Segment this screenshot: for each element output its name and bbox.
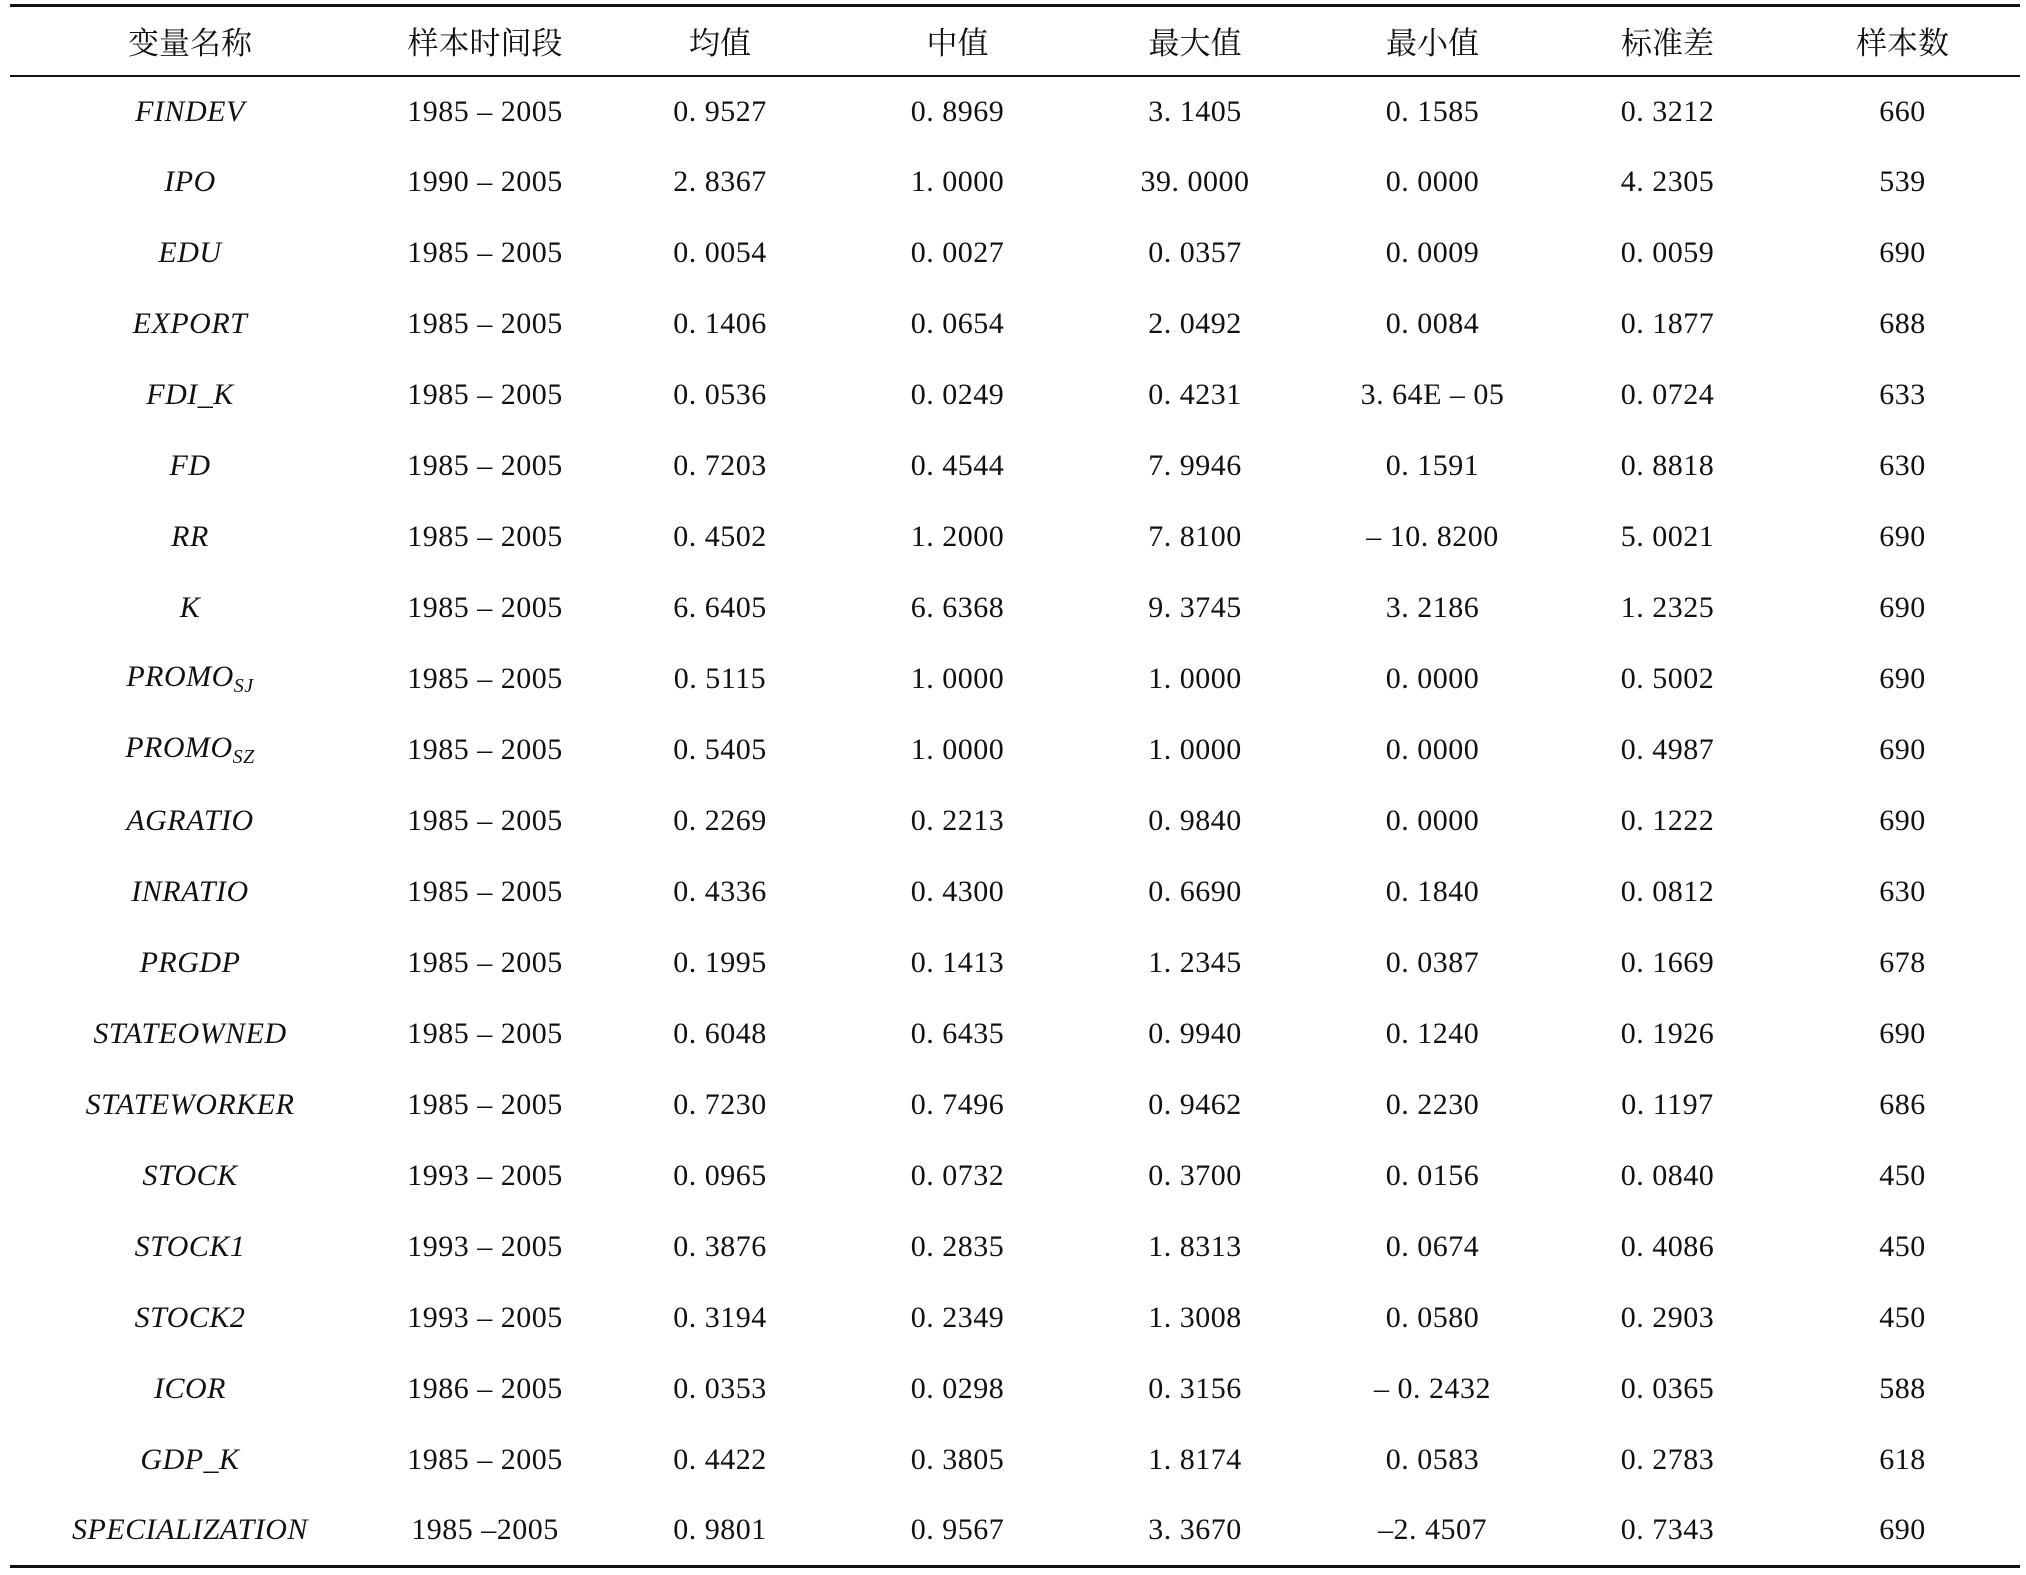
cell-sample-count: 618 <box>1879 1443 1926 1476</box>
cell-variable-name <box>10 502 370 573</box>
cell-variable-name <box>10 999 370 1070</box>
cell-sample-count: 630 <box>1879 449 1926 482</box>
cell-median: 0. 0249 <box>910 378 1005 411</box>
cell-sample-period: 1985 – 2005 <box>407 307 563 340</box>
cell-std-dev: 0. 2903 <box>1620 1301 1715 1334</box>
variable-name-text: IPO <box>164 165 216 198</box>
cell-sample-period: 1985 – 2005 <box>407 591 563 624</box>
cell-sample-count: 690 <box>1879 662 1926 695</box>
variable-name-text: K <box>179 591 201 624</box>
cell-min: 0. 0000 <box>1385 662 1480 695</box>
cell-sample-count: 539 <box>1879 165 1926 198</box>
cell-median: 0. 6435 <box>910 1017 1005 1050</box>
cell-variable-name <box>10 431 370 502</box>
cell-max: 3. 3670 <box>1075 1496 1315 1567</box>
cell-median: 1. 0000 <box>910 165 1005 198</box>
cell-max: 0. 4231 <box>1148 378 1242 411</box>
variable-name-text: STOCK2 <box>134 1301 246 1334</box>
cell-max: 1. 2345 <box>1148 946 1242 979</box>
cell-max: 0. 9462 <box>1148 1088 1242 1121</box>
table-row <box>10 218 2020 289</box>
cell-std-dev: 0. 8818 <box>1620 449 1715 482</box>
cell-max: 0. 0357 <box>1148 236 1242 269</box>
cell-sample-period: 1986 – 2005 <box>407 1372 563 1405</box>
cell-sample-count: 450 <box>1879 1159 1926 1192</box>
cell-min: 0. 0000 <box>1385 804 1480 837</box>
table-row <box>10 1212 2020 1283</box>
table-row <box>10 857 2020 928</box>
cell-variable-name <box>10 1496 370 1567</box>
cell-sample-count: 690 <box>1879 236 1926 269</box>
cell-std-dev: 5. 0021 <box>1620 520 1715 553</box>
cell-std-dev: 0. 3212 <box>1620 94 1715 128</box>
cell-sample-period: 1985 – 2005 <box>407 236 563 269</box>
cell-min: 0. 0000 <box>1385 733 1480 766</box>
header-median: 中值 <box>840 6 1075 76</box>
variable-name-subscript: SZ <box>232 746 255 768</box>
cell-sample-period: 1990 – 2005 <box>407 165 563 198</box>
cell-mean: 0. 5405 <box>673 733 767 766</box>
table-row <box>10 999 2020 1070</box>
variable-name-text: SPECIALIZATION <box>72 1513 308 1547</box>
cell-mean: 0. 7230 <box>673 1088 767 1121</box>
cell-min: 0. 0387 <box>1385 946 1480 979</box>
table-row <box>10 147 2020 218</box>
cell-sample-count: 690 <box>1879 733 1926 766</box>
cell-mean: 0. 1995 <box>673 946 767 979</box>
cell-max: 1. 0000 <box>1148 662 1242 695</box>
cell-mean: 0. 0054 <box>673 236 767 269</box>
cell-max: 39. 0000 <box>1140 165 1250 198</box>
cell-std-dev: 0. 0840 <box>1620 1159 1715 1192</box>
cell-max: 0. 3156 <box>1148 1372 1242 1405</box>
variable-name-text: STOCK1 <box>134 1230 246 1263</box>
table-header <box>10 6 2020 76</box>
cell-std-dev: 0. 5002 <box>1620 662 1715 695</box>
cell-variable-name <box>10 644 370 715</box>
cell-sample-period: 1985 – 2005 <box>407 1088 563 1121</box>
cell-mean: 0. 9527 <box>673 94 767 128</box>
variable-name-text: ICOR <box>154 1372 226 1405</box>
cell-variable-name <box>10 1283 370 1354</box>
cell-median: 0. 0298 <box>910 1372 1005 1405</box>
variable-name-text: STOCK <box>142 1159 238 1192</box>
cell-std-dev: 0. 1669 <box>1620 946 1715 979</box>
cell-min: – 10. 8200 <box>1366 520 1499 553</box>
header-variable-name: 变量名称 <box>10 6 370 76</box>
cell-std-dev: 0. 2783 <box>1620 1443 1715 1476</box>
variable-name-text: STATEOWNED <box>93 1017 287 1050</box>
cell-mean: 0. 3194 <box>673 1301 767 1334</box>
cell-mean: 0. 4336 <box>673 875 767 908</box>
cell-variable-name <box>10 1070 370 1141</box>
cell-variable-name <box>10 857 370 928</box>
cell-min: 0. 0674 <box>1385 1230 1480 1263</box>
table-row <box>10 1070 2020 1141</box>
cell-sample-period: 1985 –2005 <box>370 1496 600 1567</box>
cell-median: 0. 0654 <box>910 307 1005 340</box>
cell-sample-period: 1985 – 2005 <box>407 449 563 482</box>
cell-min: 0. 1840 <box>1385 875 1480 908</box>
variable-name-text: GDP_K <box>140 1443 240 1476</box>
cell-sample-count: 690 <box>1879 1017 1926 1050</box>
table-row <box>10 928 2020 999</box>
cell-std-dev: 0. 7343 <box>1550 1496 1785 1567</box>
cell-sample-period: 1993 – 2005 <box>407 1301 563 1334</box>
header-sample-period: 样本时间段 <box>370 6 600 76</box>
cell-median: 6. 6368 <box>910 591 1005 624</box>
variable-name-text: AGRATIO <box>126 804 254 837</box>
table-row <box>10 1425 2020 1496</box>
cell-sample-count: 450 <box>1879 1230 1926 1263</box>
header-std-dev: 标准差 <box>1550 6 1785 76</box>
cell-sample-count: 630 <box>1879 875 1926 908</box>
cell-max: 7. 9946 <box>1148 449 1242 482</box>
cell-min: –2. 4507 <box>1315 1496 1550 1567</box>
cell-max: 3. 1405 <box>1148 94 1242 128</box>
cell-variable-name <box>10 715 370 786</box>
header-sample-count: 样本数 <box>1785 6 2020 76</box>
cell-min: 3. 64E – 05 <box>1360 378 1505 411</box>
table-row <box>10 786 2020 857</box>
cell-max: 1. 3008 <box>1148 1301 1242 1334</box>
table-row <box>10 76 2020 147</box>
cell-std-dev: 0. 4086 <box>1620 1230 1715 1263</box>
table-row <box>10 360 2020 431</box>
cell-sample-count: 690 <box>1879 520 1926 553</box>
cell-mean: 0. 4422 <box>673 1443 767 1476</box>
cell-median: 0. 4300 <box>910 875 1005 908</box>
cell-variable-name <box>10 573 370 644</box>
cell-mean: 0. 3876 <box>673 1230 767 1263</box>
variable-name-text: STATEWORKER <box>85 1088 295 1121</box>
cell-max: 0. 6690 <box>1148 875 1242 908</box>
cell-median: 0. 1413 <box>910 946 1005 979</box>
cell-median: 0. 2835 <box>910 1230 1005 1263</box>
cell-variable-name <box>10 786 370 857</box>
variable-name-subscript: SJ <box>233 675 254 697</box>
cell-sample-period: 1985 – 2005 <box>407 1443 563 1476</box>
cell-median: 1. 0000 <box>910 733 1005 766</box>
cell-variable-name <box>10 1212 370 1283</box>
cell-median: 0. 7496 <box>910 1088 1005 1121</box>
cell-max: 0. 9840 <box>1148 804 1242 837</box>
cell-variable-name <box>10 1425 370 1496</box>
variable-name-text: FINDEV <box>135 94 245 128</box>
variable-name-text: FD <box>169 449 211 482</box>
cell-max: 1. 8313 <box>1148 1230 1242 1263</box>
cell-mean: 0. 1406 <box>673 307 767 340</box>
variable-name-text: EXPORT <box>132 307 248 340</box>
cell-variable-name <box>10 928 370 999</box>
cell-min: 0. 1240 <box>1385 1017 1480 1050</box>
cell-mean: 0. 2269 <box>673 804 767 837</box>
cell-sample-period: 1985 – 2005 <box>407 378 563 411</box>
cell-min: 3. 2186 <box>1385 591 1480 624</box>
descriptive-statistics-table <box>10 4 2020 1568</box>
cell-max: 1. 8174 <box>1148 1443 1242 1476</box>
cell-variable-name <box>10 76 370 147</box>
cell-std-dev: 0. 0059 <box>1620 236 1715 269</box>
cell-min: 0. 0583 <box>1385 1443 1480 1476</box>
table-row <box>10 431 2020 502</box>
cell-max: 2. 0492 <box>1148 307 1242 340</box>
cell-min: – 0. 2432 <box>1374 1372 1491 1405</box>
table-row <box>10 289 2020 360</box>
table-body <box>10 76 2020 1567</box>
variable-name-text: EDU <box>158 236 222 269</box>
cell-mean: 0. 9801 <box>600 1496 840 1567</box>
table-row <box>10 1283 2020 1354</box>
cell-variable-name <box>10 218 370 289</box>
cell-median: 0. 0027 <box>910 236 1005 269</box>
cell-sample-count: 690 <box>1879 804 1926 837</box>
header-min: 最小值 <box>1315 6 1550 76</box>
cell-std-dev: 1. 2325 <box>1620 591 1715 624</box>
cell-mean: 6. 6405 <box>673 591 767 624</box>
cell-mean: 0. 0536 <box>673 378 767 411</box>
variable-name-text: FDI_K <box>146 378 234 411</box>
cell-sample-period: 1985 – 2005 <box>407 520 563 553</box>
cell-max: 9. 3745 <box>1148 591 1242 624</box>
cell-std-dev: 0. 1877 <box>1620 307 1715 340</box>
cell-mean: 2. 8367 <box>673 165 767 198</box>
cell-sample-period: 1985 – 2005 <box>407 804 563 837</box>
table-row <box>10 573 2020 644</box>
cell-sample-period: 1985 – 2005 <box>407 662 563 695</box>
cell-variable-name <box>10 1354 370 1425</box>
cell-min: 0. 2230 <box>1385 1088 1480 1121</box>
cell-max: 1. 0000 <box>1148 733 1242 766</box>
cell-median: 0. 8969 <box>910 94 1005 128</box>
table-row <box>10 1496 2020 1567</box>
cell-sample-period: 1993 – 2005 <box>407 1159 563 1192</box>
cell-min: 0. 0156 <box>1385 1159 1480 1192</box>
cell-sample-period: 1985 – 2005 <box>407 946 563 979</box>
header-row <box>10 6 2020 76</box>
cell-std-dev: 0. 0724 <box>1620 378 1715 411</box>
cell-sample-count: 678 <box>1879 946 1926 979</box>
cell-mean: 0. 0965 <box>673 1159 767 1192</box>
cell-sample-period: 1985 – 2005 <box>407 1017 563 1050</box>
cell-std-dev: 0. 1222 <box>1620 804 1715 837</box>
cell-sample-count: 686 <box>1879 1088 1926 1121</box>
cell-sample-period: 1993 – 2005 <box>407 1230 563 1263</box>
variable-name-text: PROMO <box>126 660 234 693</box>
table-row <box>10 715 2020 786</box>
cell-std-dev: 0. 1197 <box>1621 1088 1714 1121</box>
cell-mean: 0. 7203 <box>673 449 767 482</box>
cell-mean: 0. 4502 <box>673 520 767 553</box>
variable-name-text: RR <box>171 520 209 553</box>
cell-median: 0. 9567 <box>840 1496 1075 1567</box>
cell-median: 1. 0000 <box>910 662 1005 695</box>
variable-name-text: PROMO <box>125 731 233 764</box>
cell-variable-name <box>10 147 370 218</box>
table-row <box>10 1354 2020 1425</box>
cell-sample-count: 660 <box>1879 94 1926 128</box>
cell-sample-count: 588 <box>1879 1372 1926 1405</box>
cell-max: 0. 3700 <box>1148 1159 1242 1192</box>
variable-name-text: INRATIO <box>131 875 249 908</box>
cell-median: 0. 3805 <box>910 1443 1005 1476</box>
cell-median: 0. 4544 <box>910 449 1005 482</box>
cell-std-dev: 0. 0365 <box>1620 1372 1715 1405</box>
cell-sample-period: 1985 – 2005 <box>407 94 563 128</box>
cell-mean: 0. 5115 <box>673 662 767 695</box>
cell-median: 0. 2213 <box>910 804 1005 837</box>
cell-sample-count: 688 <box>1879 307 1926 340</box>
cell-sample-period: 1985 – 2005 <box>407 875 563 908</box>
cell-max: 7. 8100 <box>1148 520 1242 553</box>
cell-min: 0. 0084 <box>1385 307 1480 340</box>
cell-median: 0. 2349 <box>910 1301 1005 1334</box>
cell-max: 0. 9940 <box>1148 1017 1242 1050</box>
cell-min: 0. 0000 <box>1385 165 1480 198</box>
cell-variable-name <box>10 1141 370 1212</box>
cell-std-dev: 0. 0812 <box>1620 875 1715 908</box>
variable-name-text: PRGDP <box>139 946 241 979</box>
cell-sample-period: 1985 – 2005 <box>407 733 563 766</box>
table-row <box>10 1141 2020 1212</box>
cell-median: 1. 2000 <box>910 520 1005 553</box>
cell-sample-count: 690 <box>1879 591 1926 624</box>
cell-variable-name <box>10 360 370 431</box>
cell-std-dev: 4. 2305 <box>1620 165 1715 198</box>
cell-sample-count: 633 <box>1879 378 1926 411</box>
cell-min: 0. 1585 <box>1385 94 1480 128</box>
cell-mean: 0. 6048 <box>673 1017 767 1050</box>
header-max: 最大值 <box>1075 6 1315 76</box>
cell-std-dev: 0. 1926 <box>1620 1017 1715 1050</box>
cell-min: 0. 1591 <box>1385 449 1480 482</box>
cell-median: 0. 0732 <box>910 1159 1005 1192</box>
table-row <box>10 644 2020 715</box>
cell-min: 0. 0580 <box>1385 1301 1480 1334</box>
table-row <box>10 502 2020 573</box>
header-mean: 均值 <box>600 6 840 76</box>
cell-std-dev: 0. 4987 <box>1620 733 1715 766</box>
cell-min: 0. 0009 <box>1385 236 1480 269</box>
cell-sample-count: 450 <box>1879 1301 1926 1334</box>
cell-variable-name <box>10 289 370 360</box>
cell-sample-count: 690 <box>1785 1496 2020 1567</box>
cell-mean: 0. 0353 <box>673 1372 767 1405</box>
